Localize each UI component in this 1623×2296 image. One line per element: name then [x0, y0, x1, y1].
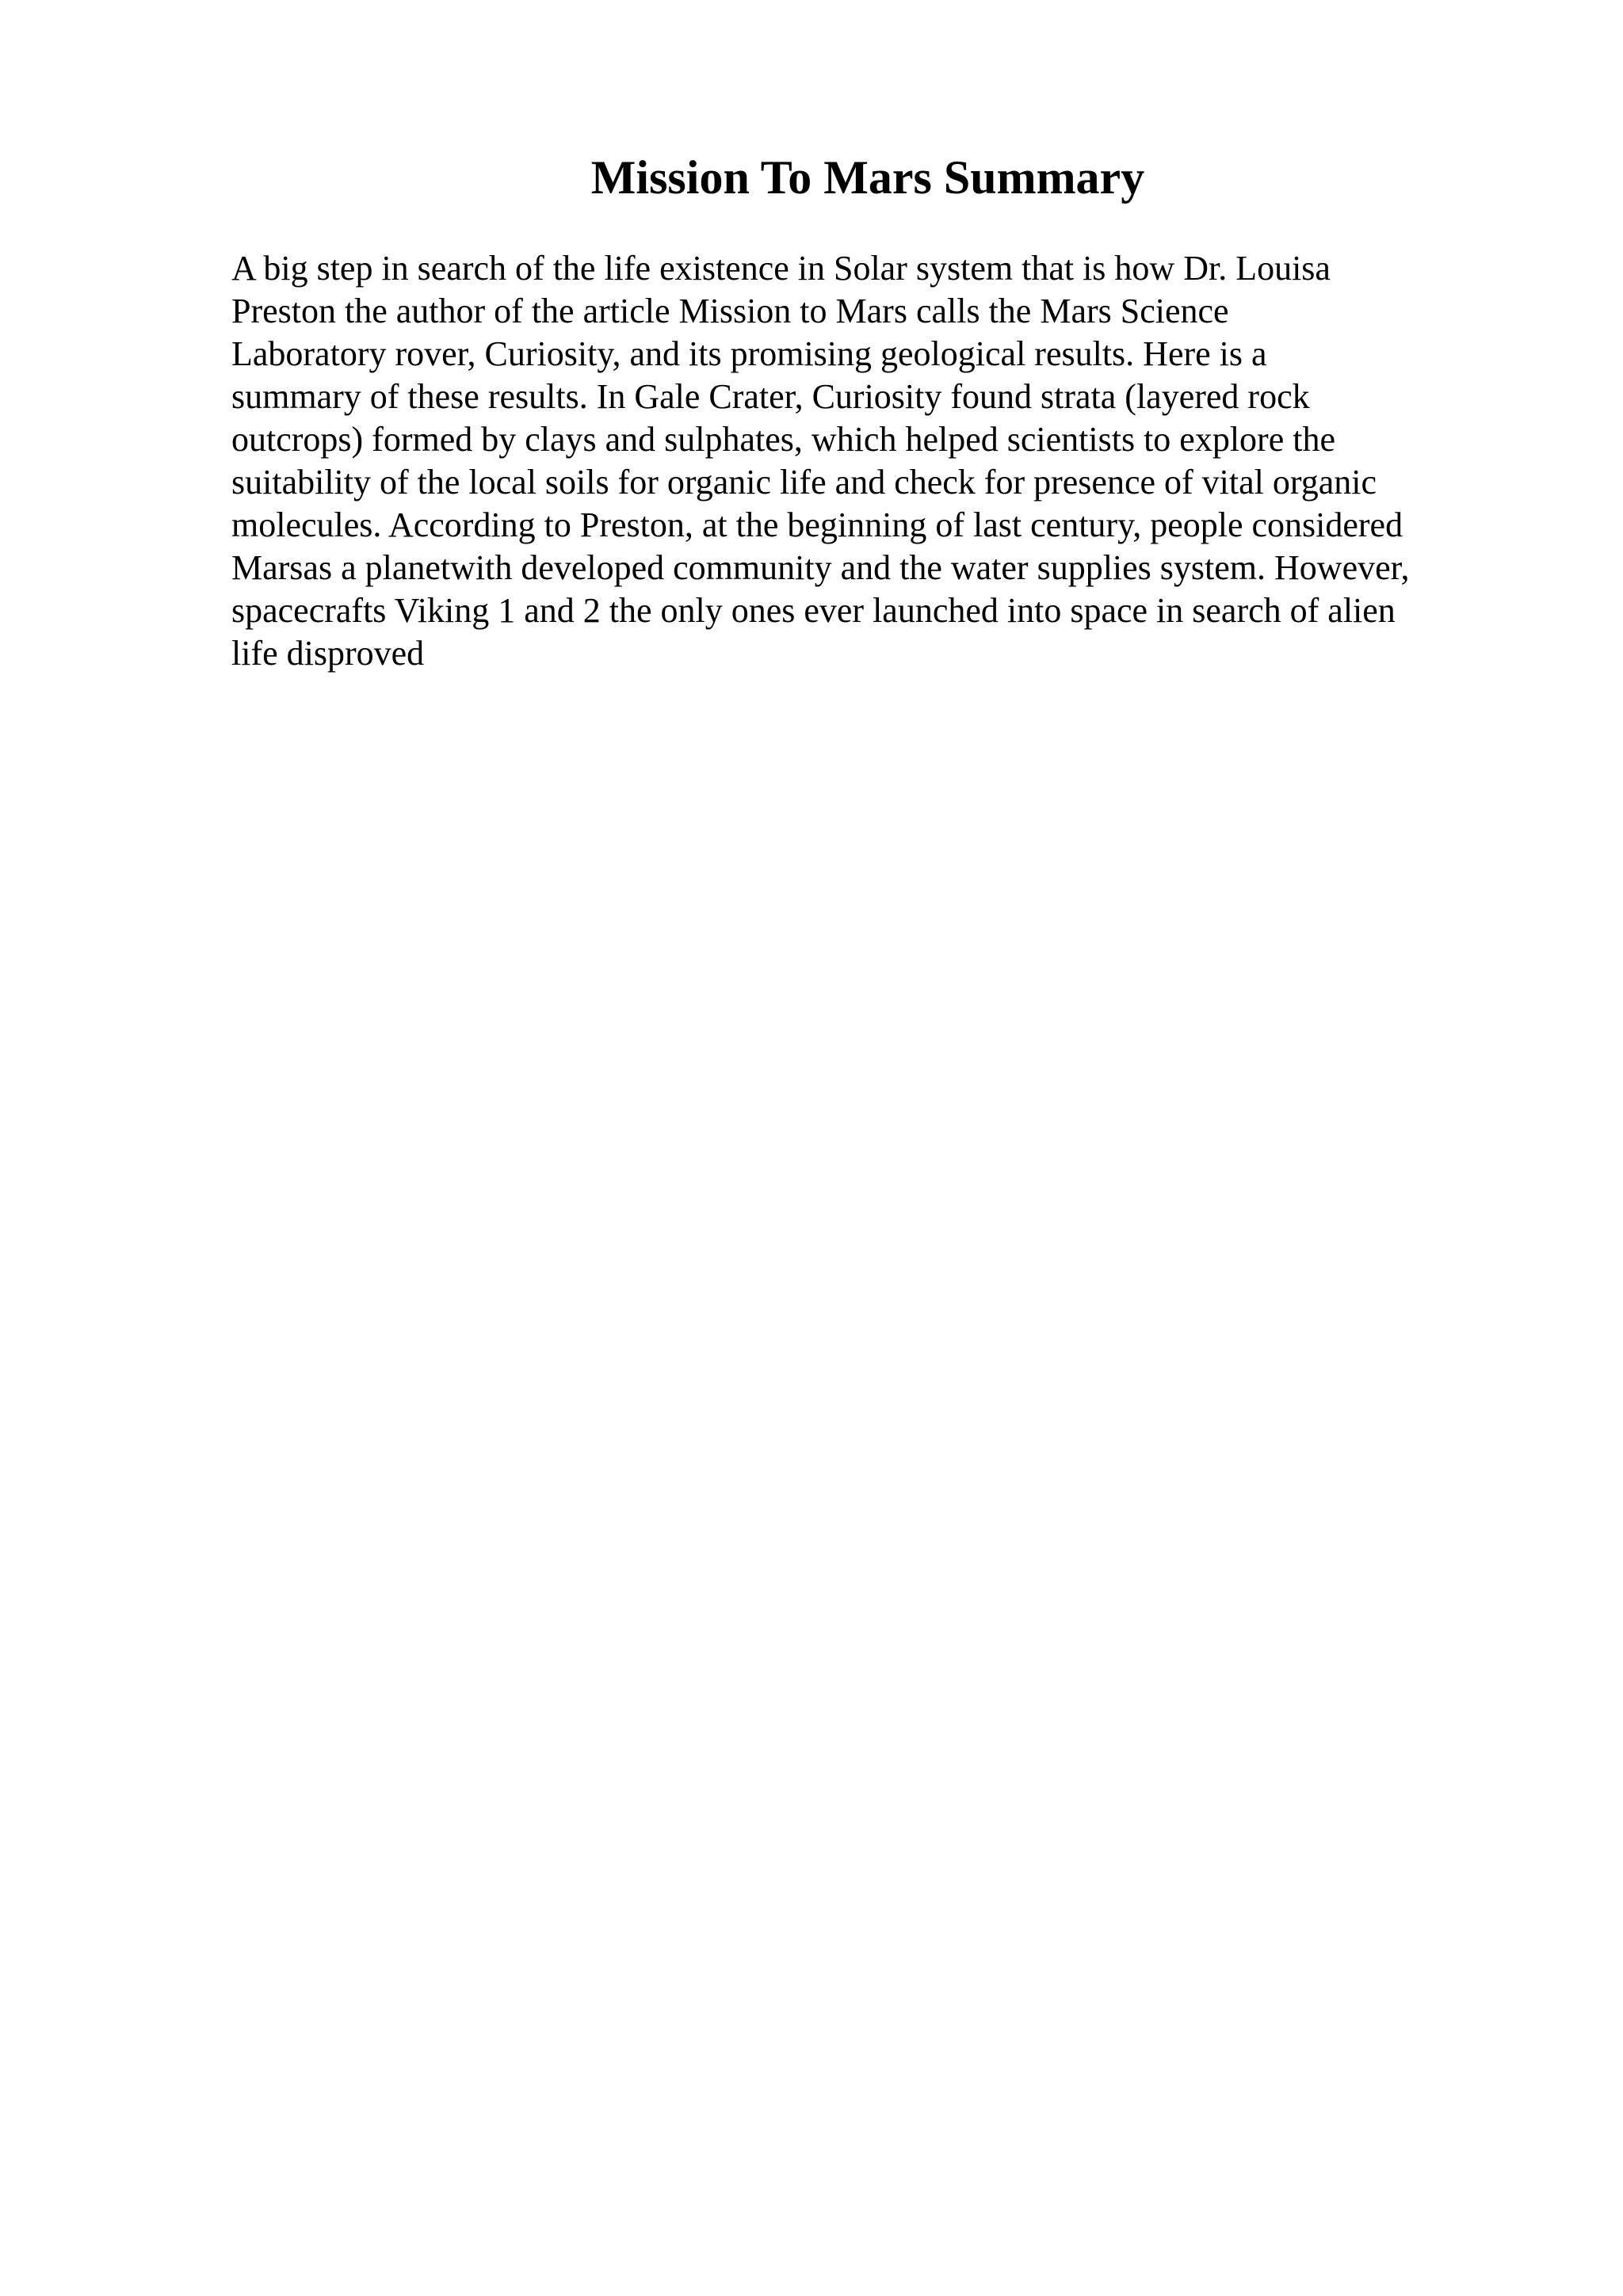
paragraph-line: Preston the author of the article Mission to Mars calls the Mars Science [231, 292, 1229, 330]
paragraph-line: Laboratory rover, Curiosity, and its promising geological results. Here is a [231, 334, 1267, 373]
paragraph-line: spacecrafts Viking 1 and 2 the only ones ever launched into space in search of alien [231, 591, 1396, 630]
paragraph-line: molecules. According to Preston, at the beginning of last century, people considered [231, 505, 1403, 544]
paragraph-line: A big step in search of the life existence in Solar system that is how Dr. Louisa [231, 249, 1331, 288]
paragraph-line: Marsas a planetwith developed community and the water supplies system. However, [231, 548, 1410, 587]
page-title: Mission To Mars Summary [590, 151, 1145, 204]
paragraph-line: summary of these results. In Gale Crater, Curiosity found strata (layered rock [231, 377, 1310, 416]
paragraph-line: suitability of the local soils for organic life and check for presence of vital organic [231, 463, 1377, 502]
paragraph-line: life disproved [231, 634, 425, 673]
paragraph-line: outcrops) formed by clays and sulphates, which helped scientists to explore the [231, 420, 1335, 459]
